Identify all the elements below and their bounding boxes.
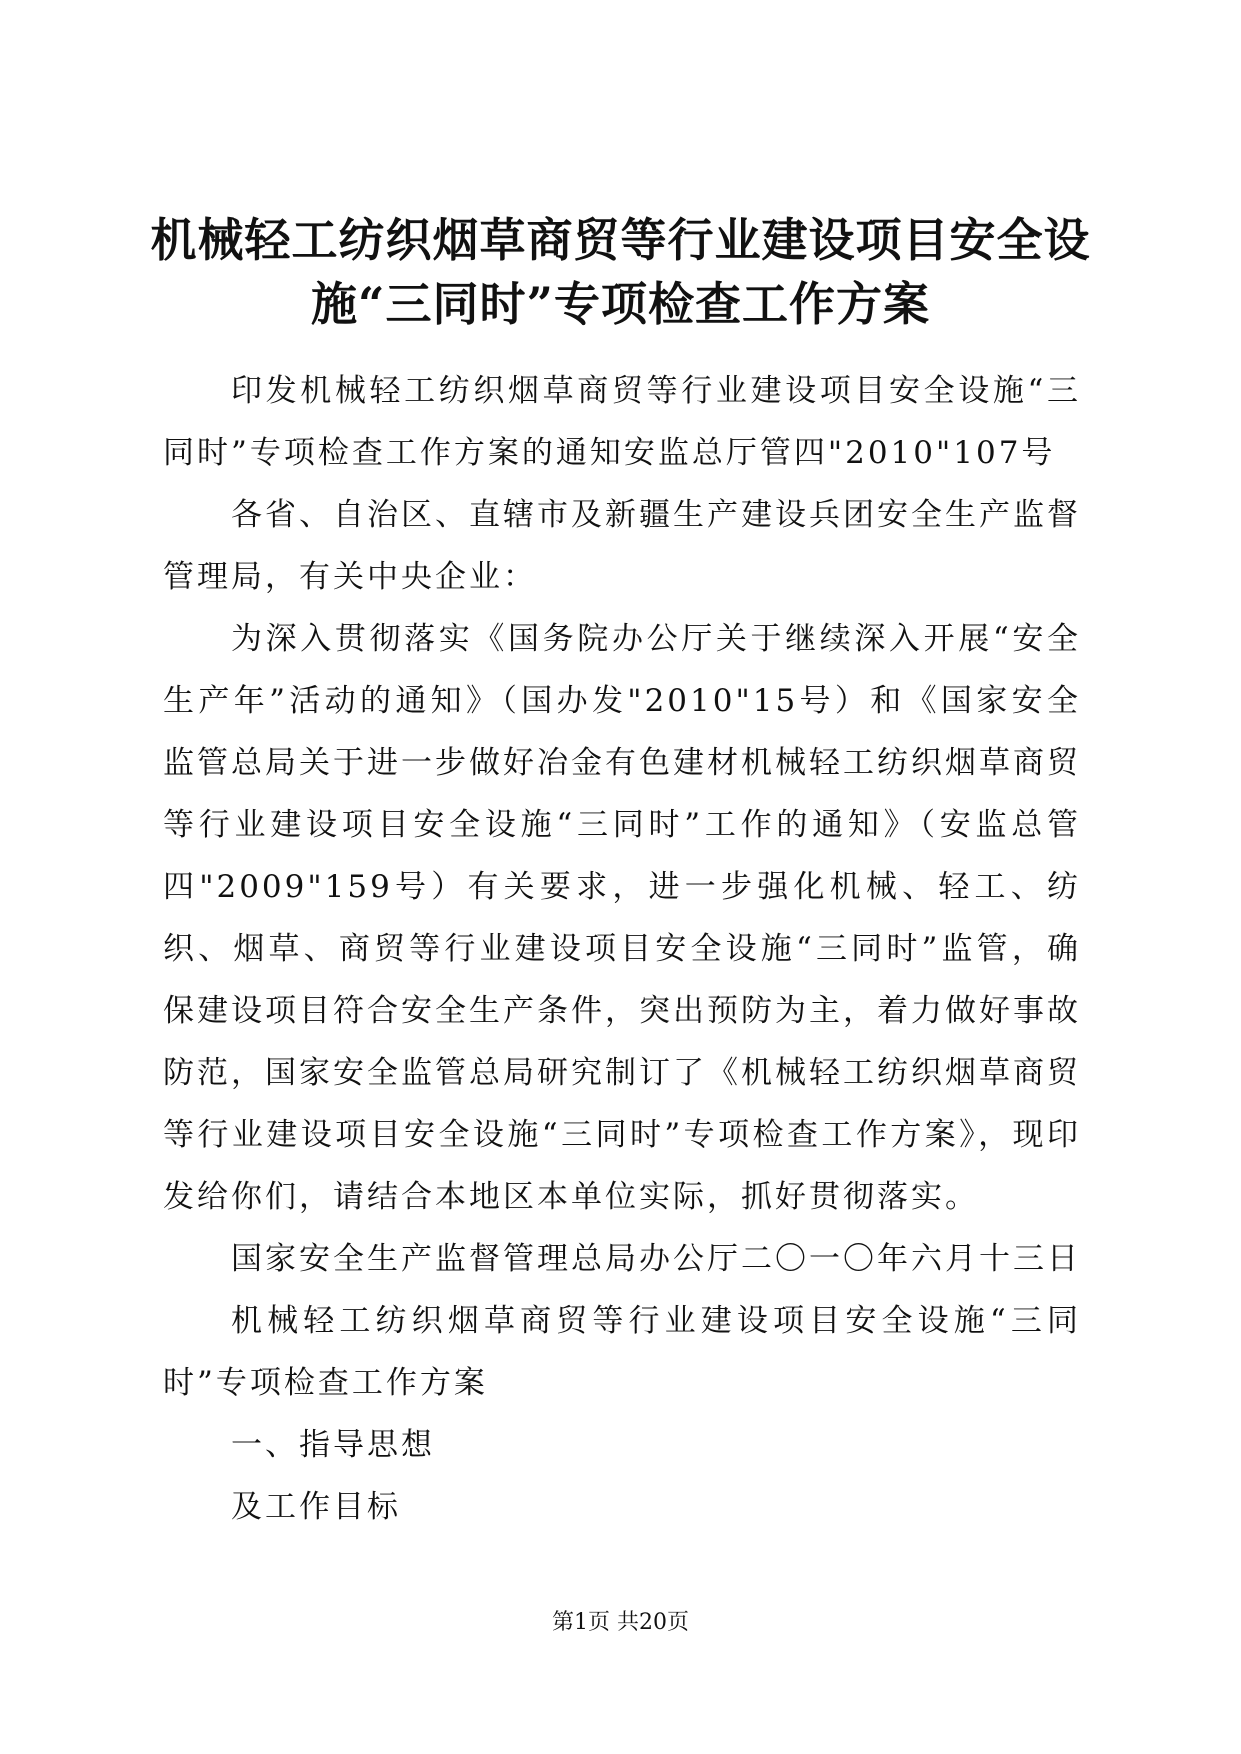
- document-body: [163, 360, 1081, 1538]
- issuer-date-paragraph: 国家安全生产监督管理总局办公厅二〇一〇年六月十三日: [231, 1241, 1081, 1277]
- page-footer: 第1页 共20页: [552, 1610, 689, 1635]
- title-line-1: 机械轻工纺织烟草商贸等行业建设项目安全设: [150, 213, 1091, 267]
- section-heading-continuation: 及工作目标: [231, 1489, 401, 1525]
- title-line-2: 施“三同时”专项检查工作方案: [311, 277, 930, 331]
- notice-heading-paragraph: 印发机械轻工纺织烟草商贸等行业建设项目安全设施“三同时”专项检查工作方案的通知安监总厅管四"2010"107号: [163, 373, 1081, 471]
- main-content-paragraph: 为深入贯彻落实《国务院办公厅关于继续深入开展“安全生产年”活动的通知》（国办发"2010"15号）和《国家安全监管总局关于进一步做好冶金有色建材机械轻工纺织烟草商贸等行业建设项目安全设施“三同时”工作的通知》（安监总管四"2009"159号）有关要求，进一步强化机械、轻工、纺织、烟草、商贸等行业建设项目安全设施“三同时”监管，确保建设项目符合安全生产条件，突出预防为主，着力做好事故防范，国家安全监管总局研究制订了《机械轻工纺织烟草商贸等行业建设项目安全设施“三同时”专项检查工作方案》，现印发给你们，请结合本地区本单位实际，抓好贯彻落实。: [163, 621, 1081, 1215]
- document-title: [140, 208, 1101, 336]
- plan-title-paragraph: 机械轻工纺织烟草商贸等行业建设项目安全设施“三同时”专项检查工作方案: [163, 1303, 1081, 1401]
- addressee-paragraph: 各省、自治区、直辖市及新疆生产建设兵团安全生产监督管理局，有关中央企业：: [163, 497, 1081, 595]
- section-heading-1: 一、指导思想: [231, 1427, 435, 1463]
